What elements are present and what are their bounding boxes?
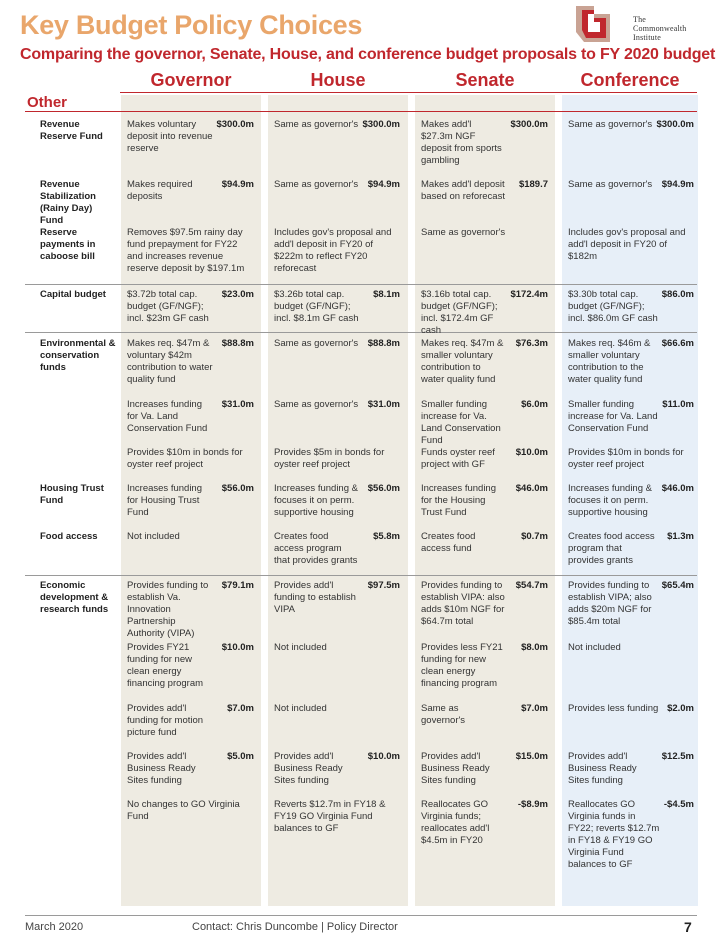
cell-amount: $76.3m (515, 338, 548, 349)
cell-text: $3.72b total cap. budget (GF/NGF); incl. $23m GF cash (127, 289, 209, 324)
cell-text: Removes $97.5m rainy day fund prepayment for FY22 and increases revenue reserve deposit by $197.1m (127, 227, 245, 274)
cell-text: Funds oyster reef project with GF (421, 447, 495, 470)
cell-text: Makes req. $47m & voluntary $42m contribution to water quality fund (127, 338, 213, 385)
cell-amount: $56.0m (367, 483, 400, 494)
column-header-house: House (310, 70, 366, 90)
cell-amount: -$8.9m (517, 799, 548, 810)
cell-text: Includes gov's proposal and add'l deposit in FY20 of $182m (568, 227, 686, 262)
cell-text: Not included (127, 531, 180, 542)
cell-text: Provides $10m in bonds for oyster reef project (568, 447, 684, 470)
cell-amount: $5.8m (373, 531, 400, 542)
cell-text: Increases funding for Housing Trust Fund (127, 483, 202, 518)
cell-text: Provides add'l Business Ready Sites funding (127, 751, 196, 786)
cell-amount: $300.0m (510, 119, 548, 130)
row-label: Environmental & conservation funds (40, 338, 116, 373)
page-title: Key Budget Policy Choices (20, 10, 363, 40)
cell-text: Same as governor's (274, 119, 359, 130)
cell-text: Increases funding for the Housing Trust Fund (421, 483, 496, 518)
cell-amount: $12.5m (661, 751, 694, 762)
cell-amount: $8.1m (373, 289, 400, 300)
row-label: Revenue Reserve Fund (40, 119, 103, 142)
cell-amount: $86.0m (661, 289, 694, 300)
row-label: Capital budget (40, 289, 106, 300)
page-number: 7 (684, 919, 692, 935)
cell-amount: $65.4m (661, 580, 694, 591)
cell-amount: $97.5m (367, 580, 400, 591)
cell-amount: $189.7 (518, 179, 548, 190)
cell-text: Makes req. $47m & smaller voluntary contribution to water quality fund (421, 338, 504, 385)
cell-amount: $46.0m (515, 483, 548, 494)
section-divider (25, 111, 697, 112)
footer-date: March 2020 (25, 921, 84, 933)
row-label: Food access (40, 531, 98, 542)
row-label: Housing Trust Fund (40, 483, 104, 506)
footer-contact: Contact: Chris Duncombe | Policy Director (192, 921, 398, 933)
cell-amount: $23.0m (221, 289, 254, 300)
cell-amount: $15.0m (515, 751, 548, 762)
cell-text: Provides $10m in bonds for oyster reef project (127, 447, 243, 470)
row-divider (25, 284, 697, 285)
cell-text: Makes add'l $27.3m NGF deposit from sports gambling (421, 119, 502, 166)
header-divider (120, 92, 697, 93)
cell-text: Reverts $12.7m in FY18 & FY19 GO Virginia Fund balances to GF (274, 799, 386, 834)
cell-amount: $10.0m (221, 642, 254, 653)
cell-text: $3.16b total cap. budget (GF/NGF); incl. $172.4m GF cash (421, 289, 498, 336)
cell-text: Provides less FY21 funding for new clean energy financing program (421, 642, 503, 689)
logo-line: Commonwealth (633, 24, 687, 33)
cell-text: Increases funding & focuses it on perm. supportive housing (274, 483, 358, 518)
cell-text: Not included (568, 642, 621, 653)
row-label: Revenue Stabilization (Rainy Day) Fund (40, 179, 96, 226)
cell-text: Same as governor's (274, 179, 359, 190)
cell-amount: $31.0m (367, 399, 400, 410)
cell-text: Makes required deposits (127, 179, 193, 202)
cell-text: Makes req. $46m & smaller voluntary contribution to the water quality fund (568, 338, 651, 385)
cell-text: Smaller funding increase for Va. Land Conservation Fund (421, 399, 501, 446)
cell-text: Provides add'l Business Ready Sites funding (421, 751, 490, 786)
cell-amount: $0.7m (521, 531, 548, 542)
cell-amount: $300.0m (656, 119, 694, 130)
cell-text: Provides funding to establish VIPA; also adds $20m NGF for $85.4m total (568, 580, 652, 627)
cell-amount: $172.4m (510, 289, 548, 300)
cell-text: Same as governor's (421, 227, 506, 238)
virginia-map-icon (572, 4, 612, 44)
cell-amount: $6.0m (521, 399, 548, 410)
cell-amount: $300.0m (362, 119, 400, 130)
cell-text: Reallocates GO Virginia funds in FY22; reverts $12.7m in FY18 & FY19 GO Virginia Fund balances to GF (568, 799, 660, 870)
row-label: Reserve payments in caboose bill (40, 227, 96, 262)
cell-text: Provides FY21 funding for new clean energy financing program (127, 642, 204, 689)
cell-amount: $88.8m (367, 338, 400, 349)
cell-amount: $66.6m (661, 338, 694, 349)
cell-text: Creates food access fund (421, 531, 476, 554)
logo-line: Institute (633, 33, 662, 42)
cell-text: Provides add'l funding to establish VIPA (274, 580, 356, 615)
cell-text: $3.26b total cap. budget (GF/NGF); incl. $8.1m GF cash (274, 289, 359, 324)
cell-amount: $31.0m (221, 399, 254, 410)
cell-text: Same as governor's (274, 338, 359, 349)
cell-amount: $10.0m (367, 751, 400, 762)
cell-amount: $300.0m (216, 119, 254, 130)
column-header-conference: Conference (580, 70, 680, 90)
cell-text: Provides add'l Business Ready Sites funding (568, 751, 637, 786)
cell-text: No changes to GO Virginia Fund (127, 799, 240, 822)
cell-text: Smaller funding increase for Va. Land Conservation Fund (568, 399, 658, 434)
cell-amount: $46.0m (661, 483, 694, 494)
row-divider (25, 575, 697, 576)
column-header-governor: Governor (150, 70, 232, 90)
cell-text: Provides less funding (568, 703, 659, 714)
cell-amount: $54.7m (515, 580, 548, 591)
cell-text: Same as governor's (568, 119, 653, 130)
cell-amount: $2.0m (667, 703, 694, 714)
cell-amount: $7.0m (227, 703, 254, 714)
cell-text: Not included (274, 642, 327, 653)
cell-text: Same as governor's (274, 399, 359, 410)
cell-text: Provides funding to establish Va. Innovation Partnership Authority (VIPA) (127, 580, 209, 639)
cell-amount: $11.0m (662, 399, 694, 410)
cell-text: Creates food access program that provides grants (274, 531, 358, 566)
cell-amount: $8.0m (521, 642, 548, 653)
cell-text: Reallocates GO Virginia funds; reallocates add'l $4.5m in FY20 (421, 799, 490, 846)
cell-text: Same as governor's (568, 179, 653, 190)
cell-text: Includes gov's proposal and add'l deposit in FY20 of $222m to reflect FY20 reforecast (274, 227, 392, 274)
cell-text: Provides funding to establish VIPA: also adds $10m NGF for $64.7m total (421, 580, 505, 627)
cell-text: Creates food access program that provides grants (568, 531, 655, 566)
cell-amount: $94.9m (367, 179, 400, 190)
row-divider (25, 332, 697, 333)
cell-amount: $88.8m (221, 338, 254, 349)
section-title: Other (27, 94, 68, 111)
cell-text: Increases funding for Va. Land Conservation Fund (127, 399, 208, 434)
cell-text: Provides $5m in bonds for oyster reef project (274, 447, 385, 470)
cell-amount: $56.0m (221, 483, 254, 494)
cell-text: $3.30b total cap. budget (GF/NGF); incl. $86.0m GF cash (568, 289, 658, 324)
cell-amount: $5.0m (227, 751, 254, 762)
cell-text: Same as governor's (421, 703, 466, 726)
cell-text: Provides add'l funding for motion picture fund (127, 703, 204, 738)
cell-amount: $94.9m (221, 179, 254, 190)
page-subtitle: Comparing the governor, Senate, House, and conference budget proposals to FY 2020 budget (20, 46, 716, 63)
cell-text: Provides add'l Business Ready Sites funding (274, 751, 343, 786)
column-header-senate: Senate (455, 70, 515, 90)
cell-text: Makes add'l deposit based on reforecast (421, 179, 505, 202)
cell-text: Makes voluntary deposit into revenue reserve (127, 119, 213, 154)
institute-logo (570, 4, 720, 44)
footer-divider (25, 915, 697, 916)
logo-line: The (633, 15, 647, 24)
cell-text: Increases funding & focuses it on perm. supportive housing (568, 483, 652, 518)
cell-amount: -$4.5m (663, 799, 694, 810)
cell-amount: $7.0m (521, 703, 548, 714)
logo-wordmark (633, 15, 687, 42)
cell-amount: $79.1m (221, 580, 254, 591)
cell-text: Not included (274, 703, 327, 714)
cell-amount: $10.0m (515, 447, 548, 458)
cell-amount: $94.9m (661, 179, 694, 190)
cell-amount: $1.3m (667, 531, 694, 542)
row-label: Economic development & research funds (40, 580, 109, 615)
